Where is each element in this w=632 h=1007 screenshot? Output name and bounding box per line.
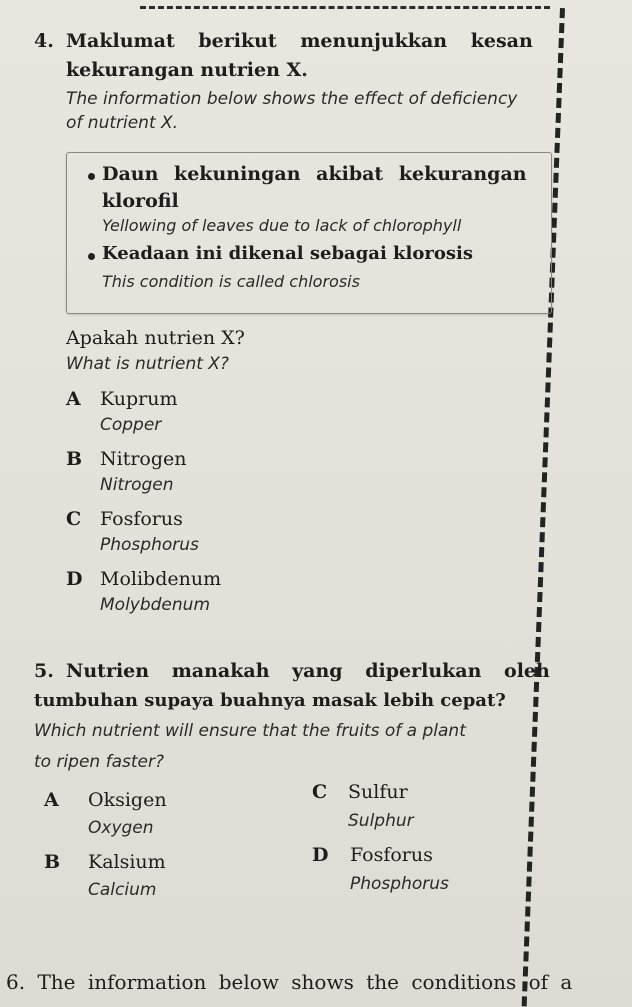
question-text-ms: Maklumat berikut menunjukkan kesan [66, 30, 533, 52]
info-text-ms: Keadaan ini dikenal sebagai klorosis [102, 243, 473, 264]
option-letter: B [66, 448, 83, 470]
info-text-ms: klorofil [102, 190, 179, 212]
option-text-en: Molybdenum [100, 595, 211, 615]
info-text-en: This condition is called chlorosis [102, 272, 360, 291]
option-letter: B [44, 851, 61, 873]
question-number: 5. [34, 660, 54, 682]
option-text-en: Calcium [88, 880, 157, 900]
question-text-en: Which nutrient will ensure that the fruits of a plant [34, 721, 466, 741]
option-text-en: Sulphur [348, 811, 414, 831]
option-letter: A [44, 789, 59, 811]
question-text-en: of nutrient X. [66, 113, 179, 133]
option-text-ms: Oksigen [88, 789, 167, 811]
question-ask-en: What is nutrient X? [66, 354, 229, 374]
info-text-ms: Daun kekuningan akibat kekurangan [102, 163, 527, 185]
option-text-ms: Nitrogen [100, 448, 187, 470]
option-letter: C [312, 781, 328, 803]
option-text-ms: Sulfur [348, 781, 408, 803]
question-ask-ms: Apakah nutrien X? [66, 327, 245, 349]
info-text-en: Yellowing of leaves due to lack of chlorophyll [102, 216, 462, 235]
option-text-en: Copper [100, 415, 162, 435]
page-frame-top [140, 6, 550, 9]
option-letter: D [312, 844, 329, 866]
option-text-en: Nitrogen [100, 475, 174, 495]
option-text-ms: Fosforus [350, 844, 433, 866]
option-letter: D [66, 568, 83, 590]
bullet-point [88, 253, 95, 260]
option-letter: A [66, 388, 81, 410]
question-number: 4. [34, 30, 54, 52]
option-text-en: Phosphorus [350, 874, 449, 894]
question-text-en: The information below shows the effect of deficiency [66, 89, 518, 109]
bullet-point [88, 173, 95, 180]
option-text-ms: Kuprum [100, 388, 178, 410]
option-text-ms: Molibdenum [100, 568, 222, 590]
question-6-text: 6. The information below shows the conditions of a [6, 970, 573, 994]
option-text-ms: Kalsium [88, 851, 166, 873]
question-text-ms: Nutrien manakah yang diperlukan oleh [66, 660, 550, 682]
option-text-en: Oxygen [88, 818, 154, 838]
option-letter: C [66, 508, 82, 530]
question-text-ms: kekurangan nutrien X. [66, 59, 308, 81]
question-text-en: to ripen faster? [34, 752, 165, 772]
question-text-ms: tumbuhan supaya buahnya masak lebih cepat? [34, 690, 506, 711]
option-text-ms: Fosforus [100, 508, 183, 530]
option-text-en: Phosphorus [100, 535, 199, 555]
